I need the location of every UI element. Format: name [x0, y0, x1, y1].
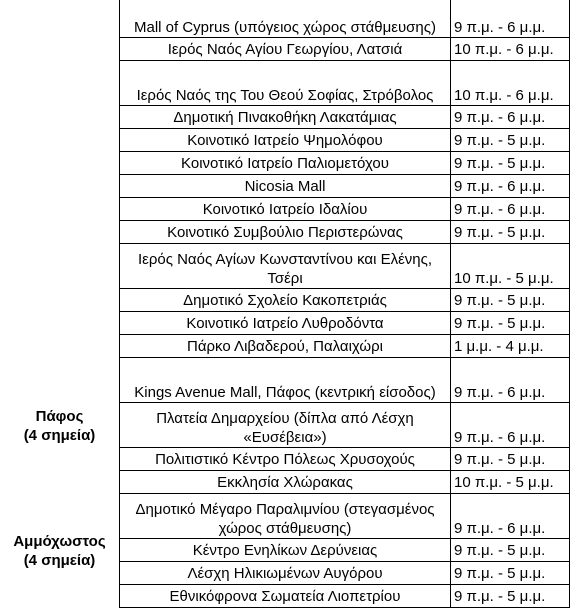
location-cell: Ιερός Ναός της Του Θεού Σοφίας, Στρόβολος: [120, 61, 451, 106]
location-cell: Κοινοτικό Ιατρείο Παλιομετόχου: [120, 152, 451, 175]
hours-cell: 9 π.μ. - 5 μ.μ.: [451, 152, 570, 175]
table-row: [0, 0, 570, 38]
region-cell-empty: [0, 175, 120, 198]
hours-cell: 9 π.μ. - 5 μ.μ.: [451, 289, 570, 312]
table-row: [0, 106, 570, 129]
hours-cell: 9 π.μ. - 6 μ.μ.: [451, 175, 570, 198]
table-row: [0, 221, 570, 244]
location-cell: Πάρκο Λιβαδερού, Παλαιχώρι: [120, 335, 451, 358]
table-row: [0, 244, 570, 289]
region-cell-empty: [0, 289, 120, 312]
location-cell: Κοινοτικό Ιατρείο Ιδαλίου: [120, 198, 451, 221]
region-cell-empty: [0, 198, 120, 221]
region-cell-empty: [0, 335, 120, 358]
hours-cell: 1 μ.μ. - 4 μ.μ.: [451, 335, 570, 358]
hours-cell: 9 π.μ. - 6 μ.μ.: [451, 106, 570, 129]
hours-cell: 9 π.μ. - 6 μ.μ.: [451, 494, 570, 539]
hours-cell: 10 π.μ. - 6 μ.μ.: [451, 61, 570, 106]
region-cell-empty: [0, 106, 120, 129]
region-cell-empty: [0, 221, 120, 244]
location-cell: Ιερός Ναός Αγίων Κωνσταντίνου και Ελένης, Τσέρι: [120, 244, 451, 289]
table-row: [0, 152, 570, 175]
location-cell: Δημοτική Πινακοθήκη Λακατάμιας: [120, 106, 451, 129]
table-row: [0, 198, 570, 221]
location-cell: Nicosia Mall: [120, 175, 451, 198]
table-row: [0, 61, 570, 106]
location-cell: Δημοτικό Μέγαρο Παραλιμνίου (στεγασμένος χώρος στάθμευσης): [120, 494, 451, 539]
location-cell: Κέντρο Ενηλίκων Δερύνειας: [120, 539, 451, 562]
region-cell-paphos: [0, 358, 120, 494]
table-row: [0, 175, 570, 198]
region-cell-empty: [0, 152, 120, 175]
location-cell: Πλατεία Δημαρχείου (δίπλα από Λέσχη «Ευσέβεια»): [120, 403, 451, 448]
region-count: (4 σημεία): [23, 551, 96, 569]
region-cell-famagusta: [0, 494, 120, 608]
hours-cell: 9 π.μ. - 6 μ.μ.: [451, 358, 570, 403]
table-row: [0, 38, 570, 61]
location-cell: Εκκλησία Χλώρακας: [120, 471, 451, 494]
hours-cell: 9 π.μ. - 6 μ.μ.: [451, 198, 570, 221]
region-name: Πάφος: [35, 407, 84, 425]
hours-cell: 9 π.μ. - 5 μ.μ.: [451, 585, 570, 608]
region-cell-empty: [0, 244, 120, 289]
location-cell: Δημοτικό Σχολείο Κακοπετριάς: [120, 289, 451, 312]
hours-cell: 9 π.μ. - 6 μ.μ.: [451, 0, 570, 38]
location-cell: Πολιτιστικό Κέντρο Πόλεως Χρυσοχούς: [120, 448, 451, 471]
hours-cell: 9 π.μ. - 5 μ.μ.: [451, 312, 570, 335]
hours-cell: 10 π.μ. - 5 μ.μ.: [451, 471, 570, 494]
hours-cell: 9 π.μ. - 5 μ.μ.: [451, 448, 570, 471]
location-cell: Kings Avenue Mall, Πάφος (κεντρική είσοδος): [120, 358, 451, 403]
table-row: [0, 335, 570, 358]
table-row: [0, 129, 570, 152]
table-row: [0, 494, 570, 539]
hours-cell: 9 π.μ. - 5 μ.μ.: [451, 562, 570, 585]
location-cell: Κοινοτικό Ιατρείο Ψημολόφου: [120, 129, 451, 152]
hours-cell: 10 π.μ. - 6 μ.μ.: [451, 38, 570, 61]
region-cell-empty: [0, 129, 120, 152]
location-cell: Mall of Cyprus (υπόγειος χώρος στάθμευσης): [120, 0, 451, 38]
location-cell: Κοινοτικό Συμβούλιο Περιστερώνας: [120, 221, 451, 244]
location-cell: Εθνικόφρονα Σωματεία Λιοπετρίου: [120, 585, 451, 608]
region-cell-empty: [0, 0, 120, 38]
hours-cell: 9 π.μ. - 5 μ.μ.: [451, 539, 570, 562]
region-cell-empty: [0, 61, 120, 106]
table-row: [0, 289, 570, 312]
location-cell: Κοινοτικό Ιατρείο Λυθροδόντα: [120, 312, 451, 335]
hours-cell: 9 π.μ. - 6 μ.μ.: [451, 403, 570, 448]
region-name: Αμμόχωστος: [13, 532, 106, 550]
hours-cell: 9 π.μ. - 5 μ.μ.: [451, 129, 570, 152]
region-count: (4 σημεία): [23, 426, 96, 444]
region-cell-empty: [0, 38, 120, 61]
hours-cell: 10 π.μ. - 5 μ.μ.: [451, 244, 570, 289]
location-cell: Λέσχη Ηλικιωμένων Αυγόρου: [120, 562, 451, 585]
table-row: [0, 312, 570, 335]
region-cell-empty: [0, 312, 120, 335]
location-cell: Ιερός Ναός Αγίου Γεωργίου, Λατσιά: [120, 38, 451, 61]
hours-cell: 9 π.μ. - 5 μ.μ.: [451, 221, 570, 244]
table-row: [0, 358, 570, 403]
